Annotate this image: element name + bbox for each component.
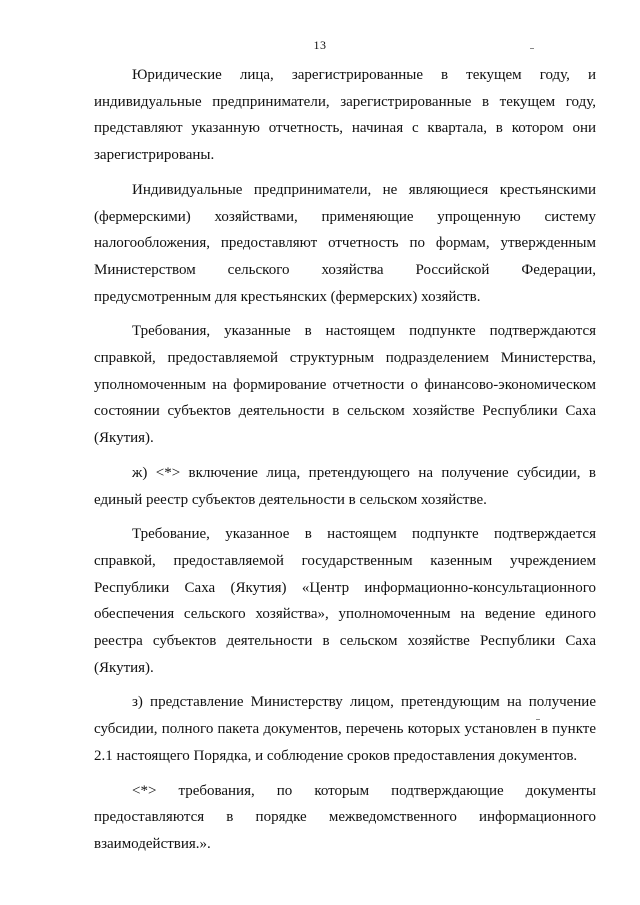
paragraph-requirements-confirmation: Требования, указанные в настоящем подпункте подтверждаются справкой, предоставляемой структурным подразделением Министерства, уполномоченным на формирование отчетности о финансово-экономическом состоянии субъектов деятельности в сельском хозяйстве Республики Саха (Якутия). (94, 323, 596, 447)
footnote-interagency: <*> требования, по которым подтверждающие документы предоставляются в порядке межведомственного информационного взаимодействия.». (94, 782, 596, 852)
scan-speck (530, 48, 534, 49)
page-number: 13 (313, 38, 327, 52)
scan-speck (536, 719, 540, 720)
paragraph-registry-confirmation: Требование, указанное в настоящем подпункте подтверждается справкой, предоставляемой государственным казенным учреждением Республики Саха (Якутия) «Центр информационно-консультационного обеспечения сельского хозяйства», уполномоченным на ведение единого реестра субъектов деятельности в сельском хозяйстве Республики Саха (Якутия). (94, 526, 596, 676)
paragraph-registration: Юридические лица, зарегистрированные в текущем году, и индивидуальные предприниматели, зарегистрированные в текущем году, представляют указанную отчетность, начиная с квартала, в котором они зарегистрированы. (94, 67, 596, 164)
paragraph-individual-entrepreneurs: Индивидуальные предприниматели, не являющиеся крестьянскими (фермерскими) хозяйствами, применяющие упрощенную систему налогообложения, предоставляют отчетность по формам, утвержденным Министерством сельского хозяйства Российской Федерации, предусмотренным для крестьянских (фермерских) хозяйств. (94, 181, 596, 305)
paragraph-item-zh: ж) <*> включение лица, претендующего на получение субсидии, в единый реестр субъектов деятельности в сельском хозяйстве. (94, 464, 596, 508)
paragraph-item-z: з) представление Министерству лицом, претендующим на получение субсидии, полного пакета документов, перечень которых установлен в пункте 2.1 настоящего Порядка, и соблюдение сроков предоставления документов. (94, 694, 596, 764)
document-body (94, 62, 596, 866)
